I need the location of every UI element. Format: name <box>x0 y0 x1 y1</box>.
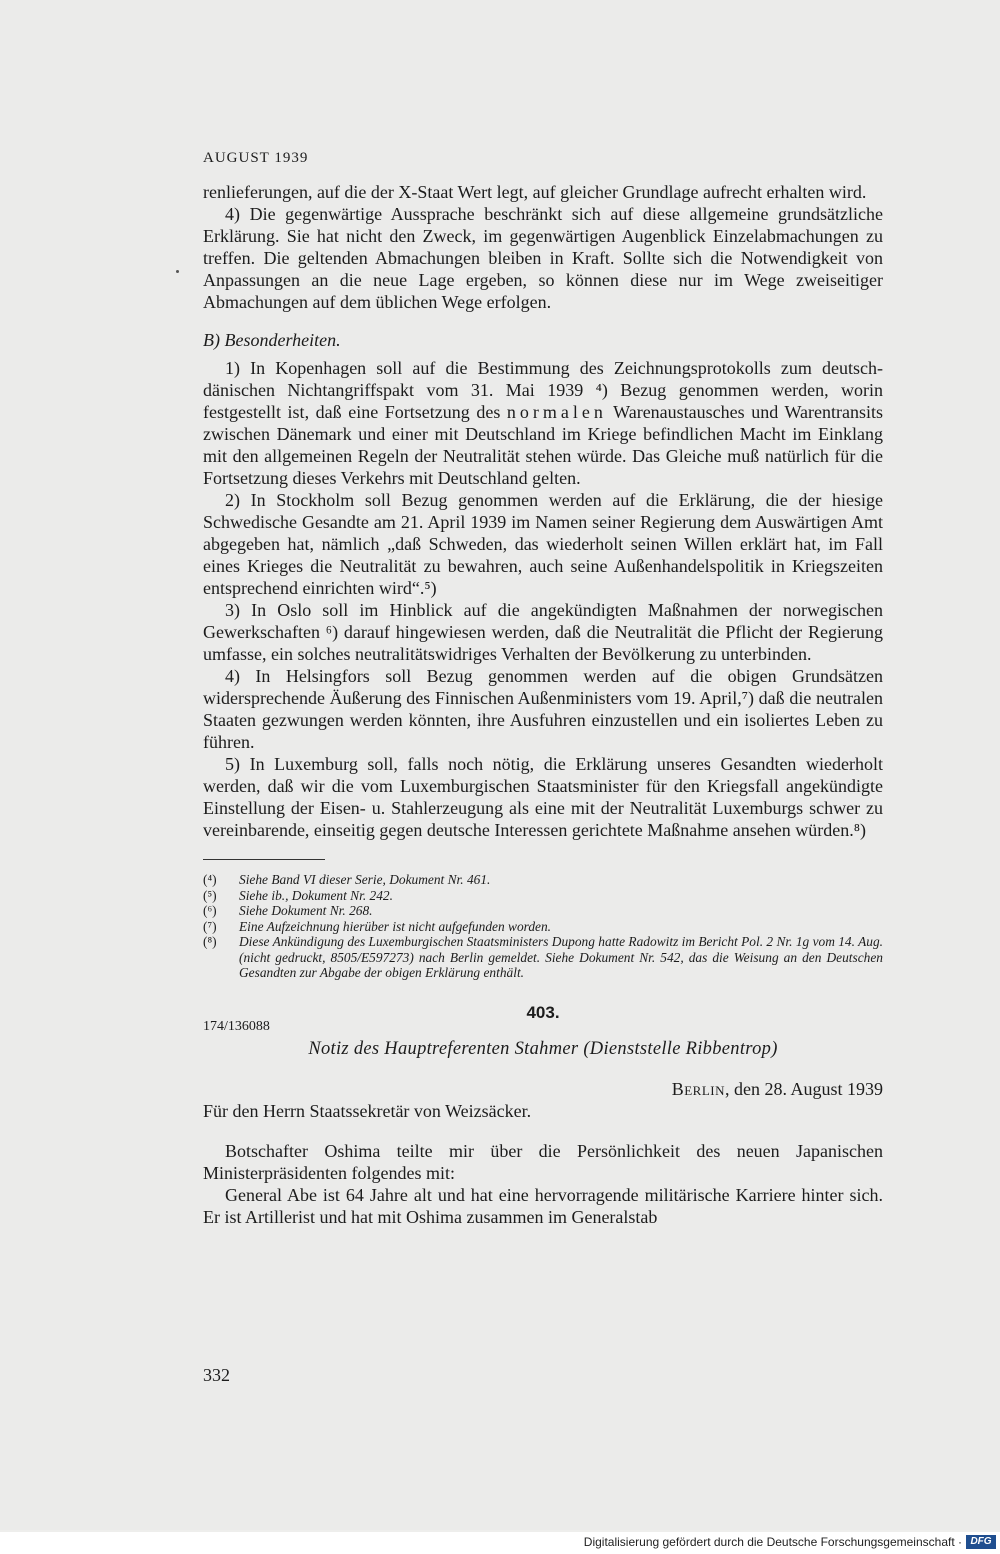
body-text <box>203 181 883 841</box>
footnote <box>203 934 883 981</box>
footnote-text: Siehe Band VI dieser Serie, Dokument Nr. 461. <box>239 872 491 887</box>
footer-bar <box>0 1532 1000 1554</box>
footnote <box>203 903 883 919</box>
document-header <box>203 1003 883 1039</box>
footnotes <box>203 872 883 981</box>
paragraph: Botschafter Oshima teilte mir über die Persönlichkeit des neuen Japanischen Ministerpräsidenten folgendes mit: <box>203 1140 883 1183</box>
footnote <box>203 919 883 935</box>
dateline <box>203 1078 883 1100</box>
item-1-text-a: 1) In Kopenhagen soll auf die Bestimmung des Zeichnungsprotokolls zum deutsch-dänischen Nichtangriffspakt vom 31. Mai 1939 ⁴) Bezug genommen werden, worin festgestellt ist, daß eine Fortsetzung des <box>203 358 883 422</box>
footnote-number: (⁶) <box>203 903 217 918</box>
dateline-date: , den 28. August 1939 <box>724 1078 883 1099</box>
footnote-number: (⁵) <box>203 887 217 903</box>
footnote-number: (⁷) <box>203 918 217 934</box>
paragraph-item-1 <box>203 357 883 489</box>
document-number: 403. <box>526 1002 560 1022</box>
document-body <box>203 1140 883 1228</box>
footnote-number: (⁴) <box>203 872 217 887</box>
paragraph: renlieferungen, auf die der X-Staat Wert legt, auf gleicher Grundlage aufrecht erhalten wird. <box>203 182 867 202</box>
paragraph-item-3: 3) In Oslo soll im Hinblick auf die angekündigten Maßnahmen der norwegischen Gewerkschaften ⁶) darauf hingewiesen werden, daß die Neutralität die Pflicht der Regierung umfasse, ein solches neutralitätswidriges Verhalten der Bevölkerung zu unterbinden. <box>203 600 883 664</box>
section-heading: B) Besonderheiten. <box>203 330 341 350</box>
footnote <box>203 888 883 904</box>
addressee: Für den Herrn Staatssekretär von Weizsäcker. <box>203 1100 532 1121</box>
footnote-divider <box>203 859 325 860</box>
footnote-number: (⁸) <box>203 934 217 949</box>
paragraph: 4) Die gegenwärtige Aussprache beschränkt sich auf diese allgemeine grundsätzliche Erklärung. Sie hat nicht den Zweck, im gegenwärtigen Augenblick Einzelabmachungen zu treffen. Die geltenden Abmachungen bleiben in Kraft. Sollte sich die Notwendigkeit von Anpassungen an die neue Lage ergeben, so können diese nur im Wege zweiseitiger Abmachungen auf dem üblichen Wege erfolgen. <box>203 204 883 312</box>
footnote-text: Diese Ankündigung des Luxemburgischen Staatsministers Dupong hatte Radowitz im Bericht Pol. 2 Nr. 1g vom 14. Aug. (nicht gedruckt, 8505/E597273) nach Berlin gemeldet. Siehe Dokument Nr. 542, das die Weisung an den Deutschen Gesandten zur Abgabe der obigen Erklärung enthält. <box>239 934 883 980</box>
paragraph: General Abe ist 64 Jahre alt und hat eine hervorragende militärische Karriere hinter sich. Er ist Artillerist und hat mit Oshima zusammen im Generalstab <box>203 1184 883 1227</box>
dfg-logo: DFG <box>966 1535 996 1549</box>
footnote <box>203 872 883 888</box>
running-head: AUGUST 1939 <box>203 150 309 166</box>
footnote-text: Siehe ib., Dokument Nr. 242. <box>239 887 393 903</box>
footnote-text: Siehe Dokument Nr. 268. <box>239 903 373 918</box>
page-number: 332 <box>203 1365 230 1385</box>
emphasis-spaced: normalen <box>506 402 607 422</box>
paragraph-item-4: 4) In Helsingfors soll Bezug genommen werden auf die obigen Grundsätzen widersprechende Äußerung des Finnischen Außenministers vom 19. April,⁷) daß die neutralen Staaten gezwungen werden könnten, ihre Ausfuhren einzustellen und ein isoliertes Leben zu führen. <box>203 666 883 752</box>
document-title: Notiz des Hauptreferenten Stahmer (Dienststelle Ribbentrop) <box>308 1038 778 1059</box>
margin-mark <box>176 270 179 273</box>
funding-notice: Digitalisierung gefördert durch die Deutsche Forschungsgemeinschaft · <box>583 1535 962 1549</box>
footnote-text: Eine Aufzeichnung hierüber ist nicht aufgefunden worden. <box>239 918 552 934</box>
item-1-text-b: Warenaustausches und Warentransits zwischen Dänemark und einer mit Deutschland im Kriege befindlichen Macht im Einklang mit den allgemeinen Regeln der Neutralität stehen würde. Das Gleiche muß natürlich für die Fortsetzung dieses Verkehrs mit Deutschland gelten. <box>203 402 884 488</box>
paragraph-item-2: 2) In Stockholm soll Bezug genommen werden auf die Erklärung, die der hiesige Schwedische Gesandte am 21. April 1939 im Namen seiner Regierung dem Auswärtigen Amt abgegeben hat, nämlich „daß Schweden, das wiederholt seinen Willen erklärt hat, im Fall eines Krieges die Neutralität zu bewahren, auch seine Außenhandelspolitik in Kriegszeiten entsprechend einrichten wird“.⁵) <box>203 490 883 598</box>
film-reference: 174/136088 <box>203 1018 270 1034</box>
paragraph-item-5: 5) In Luxemburg soll, falls noch nötig, die Erklärung unseres Gesandten wiederholt werden, daß wir die vom Luxemburgischen Staatsminister für den Kriegsfall angekündigte Einstellung der Eisen- u. Stahlerzeugung als eine mit der Neutralität Luxemburgs schwer zu vereinbarende, einseitig gegen deutsche Interessen gerichtete Maßnahme ansehen würden.⁸) <box>203 754 883 840</box>
dateline-place: Berlin <box>671 1078 725 1099</box>
page-content <box>203 150 883 1228</box>
